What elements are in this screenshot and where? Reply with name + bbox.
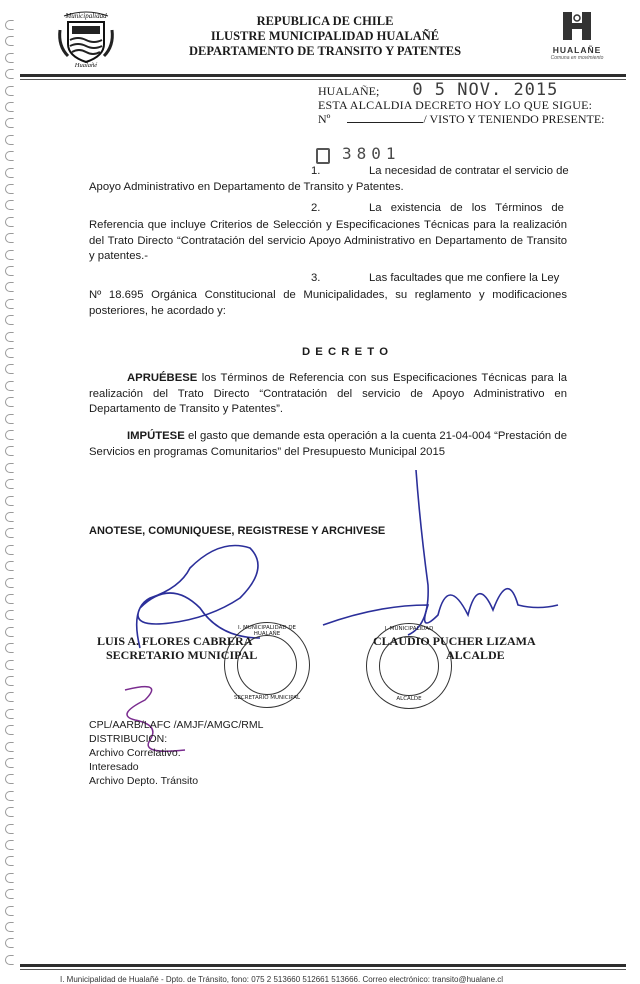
binder-hole [5,299,14,309]
municipal-crest-logo [56,10,116,68]
initials-line: CPL/AARB/LAFC /AMJF/AMGC/RML [89,719,264,731]
h-mark-icon [559,10,595,42]
binder-hole [5,53,14,63]
distribution-item-2: Interesado [89,761,139,773]
date-stamp: 0 5 NOV. 2015 [412,80,559,100]
binder-hole [5,610,14,620]
binder-hole [5,528,14,538]
resolution-apruebese [89,371,567,418]
binder-hole [5,414,14,424]
mayor-title: ALCALDE [446,648,505,662]
binder-hole [5,463,14,473]
binder-hole [5,955,14,965]
place-label: HUALAÑE; [318,84,380,98]
closing-formula: ANOTESE, COMUNIQUESE, REGISTRESE Y ARCHIVESE [89,525,386,537]
document-header [120,14,530,59]
binder-hole [5,725,14,735]
consideration-2-number: 2. [311,202,321,214]
binder-hole [5,20,14,30]
header-line-country: REPUBLICA DE CHILE [256,14,394,28]
number-prefix: Nº [318,112,331,126]
binder-hole [5,364,14,374]
imputese-text: el gasto que demande esta operación a la cuenta 21-04-004 “Prestación de Servicios en programas Comunitarios” del Presupuesto Municipal 2015 [89,430,567,458]
alcaldia-line: ESTA ALCALDIA DECRETO HOY LO QUE SIGUE: [318,98,593,112]
binder-hole [5,217,14,227]
footer-rule-thin [20,969,626,970]
consideration-3-number: 3. [311,272,321,284]
binder-hole [5,102,14,112]
seal-left-top-text: I. MUNICIPALIDAD DE HUALAÑE [237,625,297,637]
resolution-imputese [89,429,567,460]
footer-contact: I. Municipalidad de Hualañé - Dpto. de Tránsito, fono: 075 2 513660 512661 513666. Correo electrónico: transito@hualane.cl [60,975,504,984]
decreto-title: D E C R E T O [302,346,390,358]
header-line-department: DEPARTAMENTO DE TRANSITO Y PATENTES [188,44,462,58]
stamp-mark [316,148,330,164]
date-line [318,80,559,100]
binder-hole [5,545,14,555]
binder-hole [5,36,14,46]
binder-hole [5,594,14,604]
distribution-item-3: Archivo Depto. Tránsito [89,775,199,787]
binder-hole [5,774,14,784]
binder-hole [5,118,14,128]
binder-hole [5,709,14,719]
binder-hole [5,578,14,588]
seal-right-top-text: I. MUNICIPALIDAD [384,626,434,632]
binder-hole [5,840,14,850]
consideration-3-rest: Nº 18.695 Orgánica Constitucional de Municipalidades, su reglamento y modificaciones posteriores, he acordado y: [89,289,567,317]
apruebese-keyword: APRUÉBESE [127,372,198,384]
binder-hole [5,135,14,145]
binder-hole [5,315,14,325]
apruebese-text: los Términos de Referencia con sus Especificaciones Técnicas para la realización del Trato Directo “Contratación del servicio de Apoyo Administrativo en Departamento de Transito y Patentes”. [89,372,567,415]
binder-hole [5,381,14,391]
consideration-2-first: La existencia de los Términos de [369,202,564,214]
binder-hole [5,742,14,752]
binder-hole [5,692,14,702]
consideration-2-rest: Referencia que incluye Criterios de Selección y Especificaciones Técnicas para la realización del Trato Directo “Contratación del servicio Apoyo Administrativo en Departamento de Transito y patentes.- [89,219,567,262]
binder-hole [5,496,14,506]
binder-hole [5,561,14,571]
distribution-heading: DISTRIBUCION: [89,733,168,745]
header-rule [20,74,626,77]
binder-hole [5,69,14,79]
binder-hole [5,86,14,96]
binder-hole [5,922,14,932]
binder-hole [5,332,14,342]
seal-left-bottom-text: SECRETARIO MUNICIPAL [233,695,301,701]
number-blank [347,122,423,123]
binder-hole [5,791,14,801]
binder-hole [5,807,14,817]
brand-tagline: Comuna en movimiento [550,55,604,61]
binder-hole [5,430,14,440]
secretary-name: LUIS A. FLORES CABRERA [97,634,253,648]
header-line-municipality: ILUSTRE MUNICIPALIDAD HUALAÑÉ [210,29,440,43]
imputese-keyword: IMPÚTESE [127,430,185,442]
binder-hole [5,250,14,260]
binder-hole [5,200,14,210]
binder-hole [5,758,14,768]
binder-hole [5,397,14,407]
binder-hole [5,184,14,194]
secretary-title: SECRETARIO MUNICIPAL [106,648,258,662]
binder-hole [5,873,14,883]
binder-hole [5,856,14,866]
crest-bottom-text: Hualañé [74,62,98,68]
hualane-brand-logo [546,10,608,68]
binder-hole [5,512,14,522]
binder-hole [5,906,14,916]
consideration-1-first: La necesidad de contratar el servicio de [369,165,569,177]
binder-hole [5,643,14,653]
binder-hole [5,660,14,670]
distribution-item-1: Archivo Correlativo. [89,747,181,759]
decree-number-stamp: 3801 [342,144,401,163]
binder-hole [5,627,14,637]
binder-hole [5,479,14,489]
binder-hole [5,266,14,276]
number-line [318,112,605,126]
binder-hole [5,348,14,358]
brand-name: HUALAÑE [552,45,602,55]
binder-hole [5,282,14,292]
visto-text: / VISTO Y TENIENDO PRESENTE: [423,112,605,126]
mayor-name: CLAUDIO PUCHER LIZAMA [373,634,536,648]
crest-top-text: Municipalidad [65,12,107,20]
seal-right-bottom-text: ALCALDE [396,696,422,702]
footer-rule [20,964,626,967]
binder-hole [5,151,14,161]
consideration-3-first: Las facultades que me confiere la Ley [369,272,560,284]
binder-hole [5,233,14,243]
binder-hole [5,446,14,456]
consideration-1-rest: Apoyo Administrativo en Departamento de Transito y Patentes. [89,181,404,193]
binder-hole [5,168,14,178]
binder-hole [5,889,14,899]
binder-hole [5,938,14,948]
consideration-1-number: 1. [311,165,321,177]
binder-hole [5,824,14,834]
binder-hole [5,676,14,686]
